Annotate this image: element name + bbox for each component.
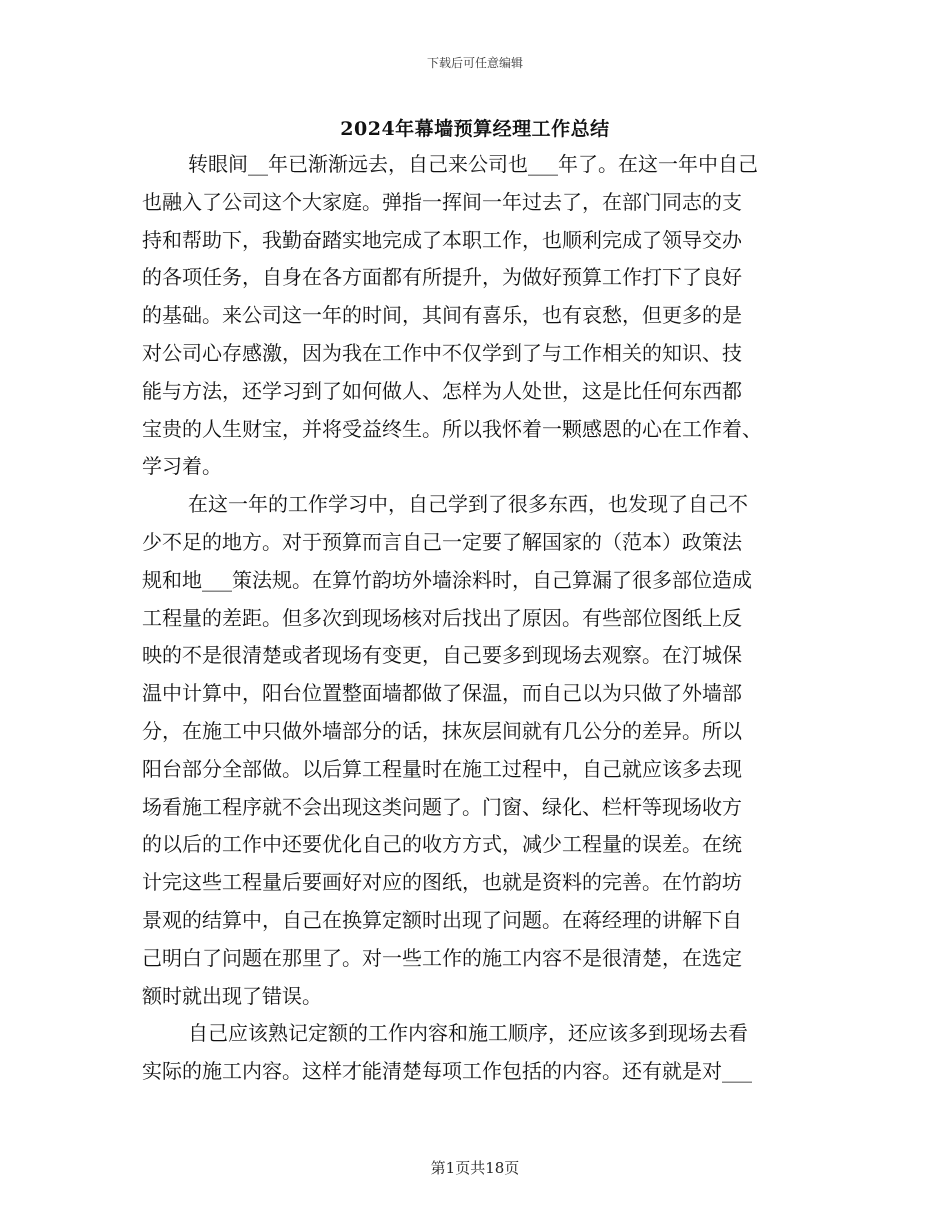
document-title: 2024年幕墙预算经理工作总结 (340, 118, 610, 140)
paragraph-line: 能与方法，还学习到了如何做人、怎样为人处世，这是比任何东西都 (142, 378, 742, 403)
paragraph-line: 阳台部分全部做。以后算工程量时在施工过程中，自己就应该多去现 (142, 756, 742, 781)
paragraph-line: 的各项任务，自身在各方面都有所提升，为做好预算工作打下了良好 (142, 265, 742, 290)
paragraph-line: 持和帮助下，我勤奋踏实地完成了本职工作，也顺利完成了领导交办 (142, 227, 742, 252)
page-number-footer: 第1页共18页 (430, 1159, 520, 1177)
paragraph-line: 计完这些工程量后要画好对应的图纸，也就是资料的完善。在竹韵坊 (142, 870, 742, 895)
paragraph-line: 少不足的地方。对于预算而言自己一定要了解国家的（范本）政策法 (142, 529, 742, 554)
paragraph-line: 的基础。来公司这一年的时间，其间有喜乐，也有哀愁，但更多的是 (142, 303, 742, 328)
paragraph-line: 景观的结算中，自己在换算定额时出现了问题。在蒋经理的讲解下自 (142, 907, 742, 932)
document-body (142, 146, 808, 1091)
paragraph-line: 规和地___策法规。在算竹韵坊外墙涂料时，自己算漏了很多部位造成 (142, 567, 752, 592)
paragraph-line: 工程量的差距。但多次到现场核对后找出了原因。有些部位图纸上反 (142, 605, 742, 630)
paragraph-line: 转眼间__年已渐渐远去，自己来公司也___年了。在这一年中自己 (188, 152, 758, 176)
paragraph-line: 自己应该熟记定额的工作内容和施工顺序，还应该多到现场去看 (188, 1021, 748, 1046)
paragraph-line: 实际的施工内容。这样才能清楚每项工作包括的内容。还有就是对___ (142, 1059, 752, 1084)
paragraph-line: 温中计算中，阳台位置整面墙都做了保温，而自己以为只做了外墙部 (142, 681, 742, 706)
paragraph-line: 学习着。 (142, 454, 222, 479)
paragraph-line: 的以后的工作中还要优化自己的收方方式，减少工程量的误差。在统 (142, 832, 742, 857)
paragraph-line: 宝贵的人生财宝，并将受益终生。所以我怀着一颗感恩的心在工作着、 (142, 416, 762, 441)
paragraph-line: 场看施工程序就不会出现这类问题了。门窗、绿化、栏杆等现场收方 (142, 794, 742, 819)
paragraph-line: 映的不是很清楚或者现场有变更，自己要多到现场去观察。在汀城保 (142, 643, 742, 668)
paragraph-line: 己明白了问题在那里了。对一些工作的施工内容不是很清楚，在选定 (142, 945, 742, 970)
paragraph-line: 在这一年的工作学习中，自己学到了很多东西，也发现了自己不 (188, 492, 748, 517)
paragraph-line: 额时就出现了错误。 (142, 983, 322, 1008)
paragraph-line: 对公司心存感激，因为我在工作中不仅学到了与工作相关的知识、技 (142, 340, 742, 365)
paragraph-line: 分，在施工中只做外墙部分的话，抹灰层间就有几公分的差异。所以 (142, 718, 742, 743)
page-header-note: 下载后可任意编辑 (426, 56, 523, 70)
paragraph-line: 也融入了公司这个大家庭。弹指一挥间一年过去了，在部门同志的支 (142, 189, 742, 214)
